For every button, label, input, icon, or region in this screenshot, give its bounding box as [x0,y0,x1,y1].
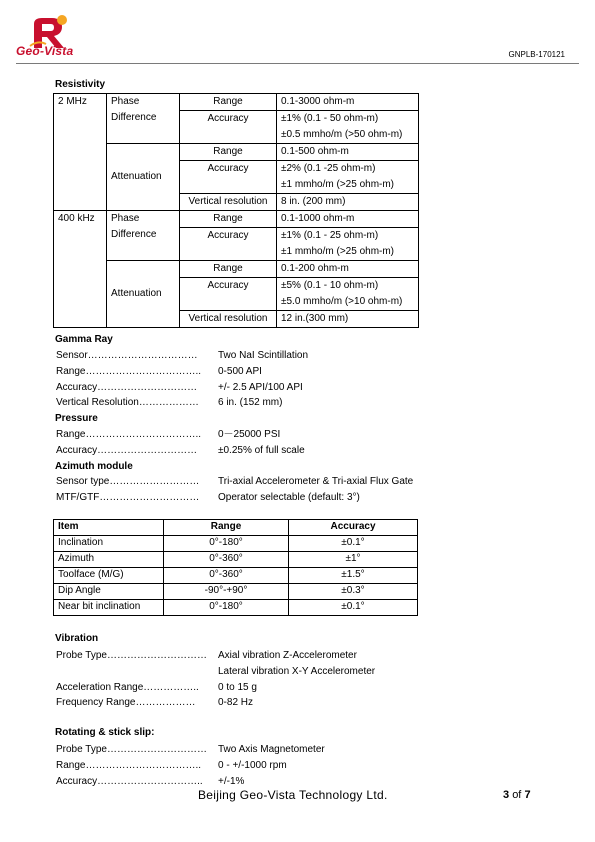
spec-value: 0 to 15 g [218,681,257,693]
azimuth-title: Azimuth module [55,460,133,472]
page-number [503,789,531,801]
spec-value: +/- 2.5 API/100 API [218,381,303,393]
spec-value: 6 in. (152 mm) [218,397,283,409]
value-cell: 0.1-200 ohm-m [277,261,419,278]
param-cell: Accuracy [180,111,277,144]
value-cell: ±1 mmho/m (>25 ohm-m) [277,244,419,261]
document-code: GNPLB-170121 [508,50,565,59]
page-of: of [512,789,522,801]
value-cell: ±1% (0.1 - 25 ohm-m) [277,228,419,245]
spec-row [56,742,436,758]
spec-label: Range…………………………….. [56,759,202,771]
group-cell [107,211,180,261]
spec-label: Probe Type………………………… [56,650,207,661]
spec-label: Range…………………………….. [56,365,202,377]
table-row [54,94,419,111]
spec-label: Accuracy………………………… [56,444,198,456]
table-row [54,144,419,161]
spec-row [56,443,436,459]
value-cell: 0.1-500 ohm-m [277,144,419,161]
value-cell: ±1 mmho/m (>25 ohm-m) [277,177,419,194]
table-cell: Toolface (M/G) [54,568,164,584]
spec-value: 0-500 API [218,365,262,377]
value-cell: ±5.0 mmho/m (>10 ohm-m) [277,294,419,311]
spec-row [56,664,436,680]
value-cell: ±2% (0.1 -25 ohm-m) [277,161,419,178]
value-cell: ±5% (0.1 - 10 ohm-m) [277,278,419,295]
param-cell: Accuracy [180,278,277,311]
table-header-row [54,520,418,536]
spec-label: Range…………………………….. [56,428,202,440]
table-cell: Near bit inclination [54,600,164,616]
spec-value: 0-82 Hz [218,697,254,709]
stickslip-spec-list [56,742,436,789]
table-cell: ±0.1° [289,600,418,616]
table-row [54,552,418,568]
table-cell: Inclination [54,536,164,552]
section-heading-row [56,411,436,427]
vibration-title: Vibration [55,633,99,644]
param-cell: Range [180,261,277,278]
logo-text: Geo-Vista [16,44,74,58]
frequency-cell: 400 kHz [54,211,107,328]
spec-row [56,758,436,774]
spec-value: Axial vibration Z-Accelerometer [218,650,357,661]
spec-value: ±0.25% of full scale [218,444,305,456]
gamma-spec-list [56,348,436,506]
table-row [54,600,418,616]
table-cell: Azimuth [54,552,164,568]
spec-label: Accuracy………………………… [56,381,198,393]
spec-row [56,364,436,380]
param-cell: Accuracy [180,228,277,261]
spec-value: Operator selectable (default: 3°) [218,492,360,504]
table-cell: -90°-+90° [164,584,289,600]
spec-value: 0 - +/-1000 rpm [218,759,287,771]
frequency-cell: 2 MHz [54,94,107,211]
spec-label: Probe Type………………………… [56,744,207,755]
stickslip-title: Rotating & stick slip: [55,727,155,738]
table-cell: 0°-180° [164,600,289,616]
spec-row [56,427,436,443]
table-cell: ±1.5° [289,568,418,584]
spec-value: Tri-axial Accelerometer & Tri-axial Flux Gate [218,476,414,488]
spec-label: Frequency Range……………… [56,697,196,709]
spec-value: Lateral vibration X-Y Accelerometer [218,665,376,677]
param-cell: Range [180,94,277,111]
value-cell: ±0.5 mmho/m (>50 ohm-m) [277,127,419,144]
group-label: Phase [111,213,140,224]
spec-label: MTF/GTF………………………… [56,492,200,504]
column-header: Range [164,520,289,536]
table-cell: ±0.3° [289,584,418,600]
azimuth-table [53,519,418,616]
spec-value: Two NaI Scintillation [218,350,309,361]
value-cell: 12 in.(300 mm) [277,311,419,328]
param-cell: Vertical resolution [180,311,277,328]
group-cell: Attenuation [107,261,180,328]
column-header: Item [54,520,164,536]
spec-row [56,680,436,696]
group-label: Phase [111,96,140,107]
vibration-spec-list [56,648,436,711]
spec-row [56,490,436,506]
table-cell: 0°-360° [164,568,289,584]
value-cell: 8 in. (200 mm) [277,194,419,211]
spec-label: Sensor…………………………… [56,350,198,361]
table-cell: 0°-180° [164,536,289,552]
table-cell: 0°-360° [164,552,289,568]
spec-label: Accuracy………………………….. [56,775,203,787]
header-divider [16,63,579,64]
spec-row [56,695,436,711]
page-total: 7 [524,789,531,801]
value-cell: 0.1-3000 ohm-m [277,94,419,111]
table-cell: ±1° [289,552,418,568]
table-row [54,568,418,584]
page-current: 3 [503,789,510,801]
spec-row [56,348,436,364]
column-header: Accuracy [289,520,418,536]
spec-row [56,380,436,396]
table-cell: Dip Angle [54,584,164,600]
spec-row [56,474,436,490]
table-row [54,261,419,278]
group-cell [107,94,180,144]
resistivity-table [53,93,419,328]
table-cell: ±0.1° [289,536,418,552]
spec-label: Acceleration Range…………….. [56,681,199,693]
group-label: Difference [111,228,157,240]
param-cell: Accuracy [180,161,277,194]
section-heading-row [56,459,436,475]
gamma-title: Gamma Ray [55,334,113,345]
table-row [54,211,419,228]
spec-value: 0－25000 PSI [218,428,281,440]
value-cell: ±1% (0.1 - 50 ohm-m) [277,111,419,128]
footer-company: Beijing Geo-Vista Technology Ltd. [198,788,388,802]
pressure-title: Pressure [55,413,98,425]
param-cell: Range [180,211,277,228]
spec-row [56,395,436,411]
group-label: Difference [111,111,157,123]
resistivity-title: Resistivity [55,79,106,90]
spec-label: Vertical Resolution……………… [56,397,199,409]
group-cell: Attenuation [107,144,180,211]
value-cell: 0.1-1000 ohm-m [277,211,419,228]
spec-value: +/-1% [218,775,245,787]
table-row [54,584,418,600]
spec-label: Sensor type……………………… [56,476,200,488]
spec-value: Two Axis Magnetometer [218,744,325,755]
spec-row [56,648,436,664]
param-cell: Range [180,144,277,161]
table-row [54,536,418,552]
param-cell: Vertical resolution [180,194,277,211]
